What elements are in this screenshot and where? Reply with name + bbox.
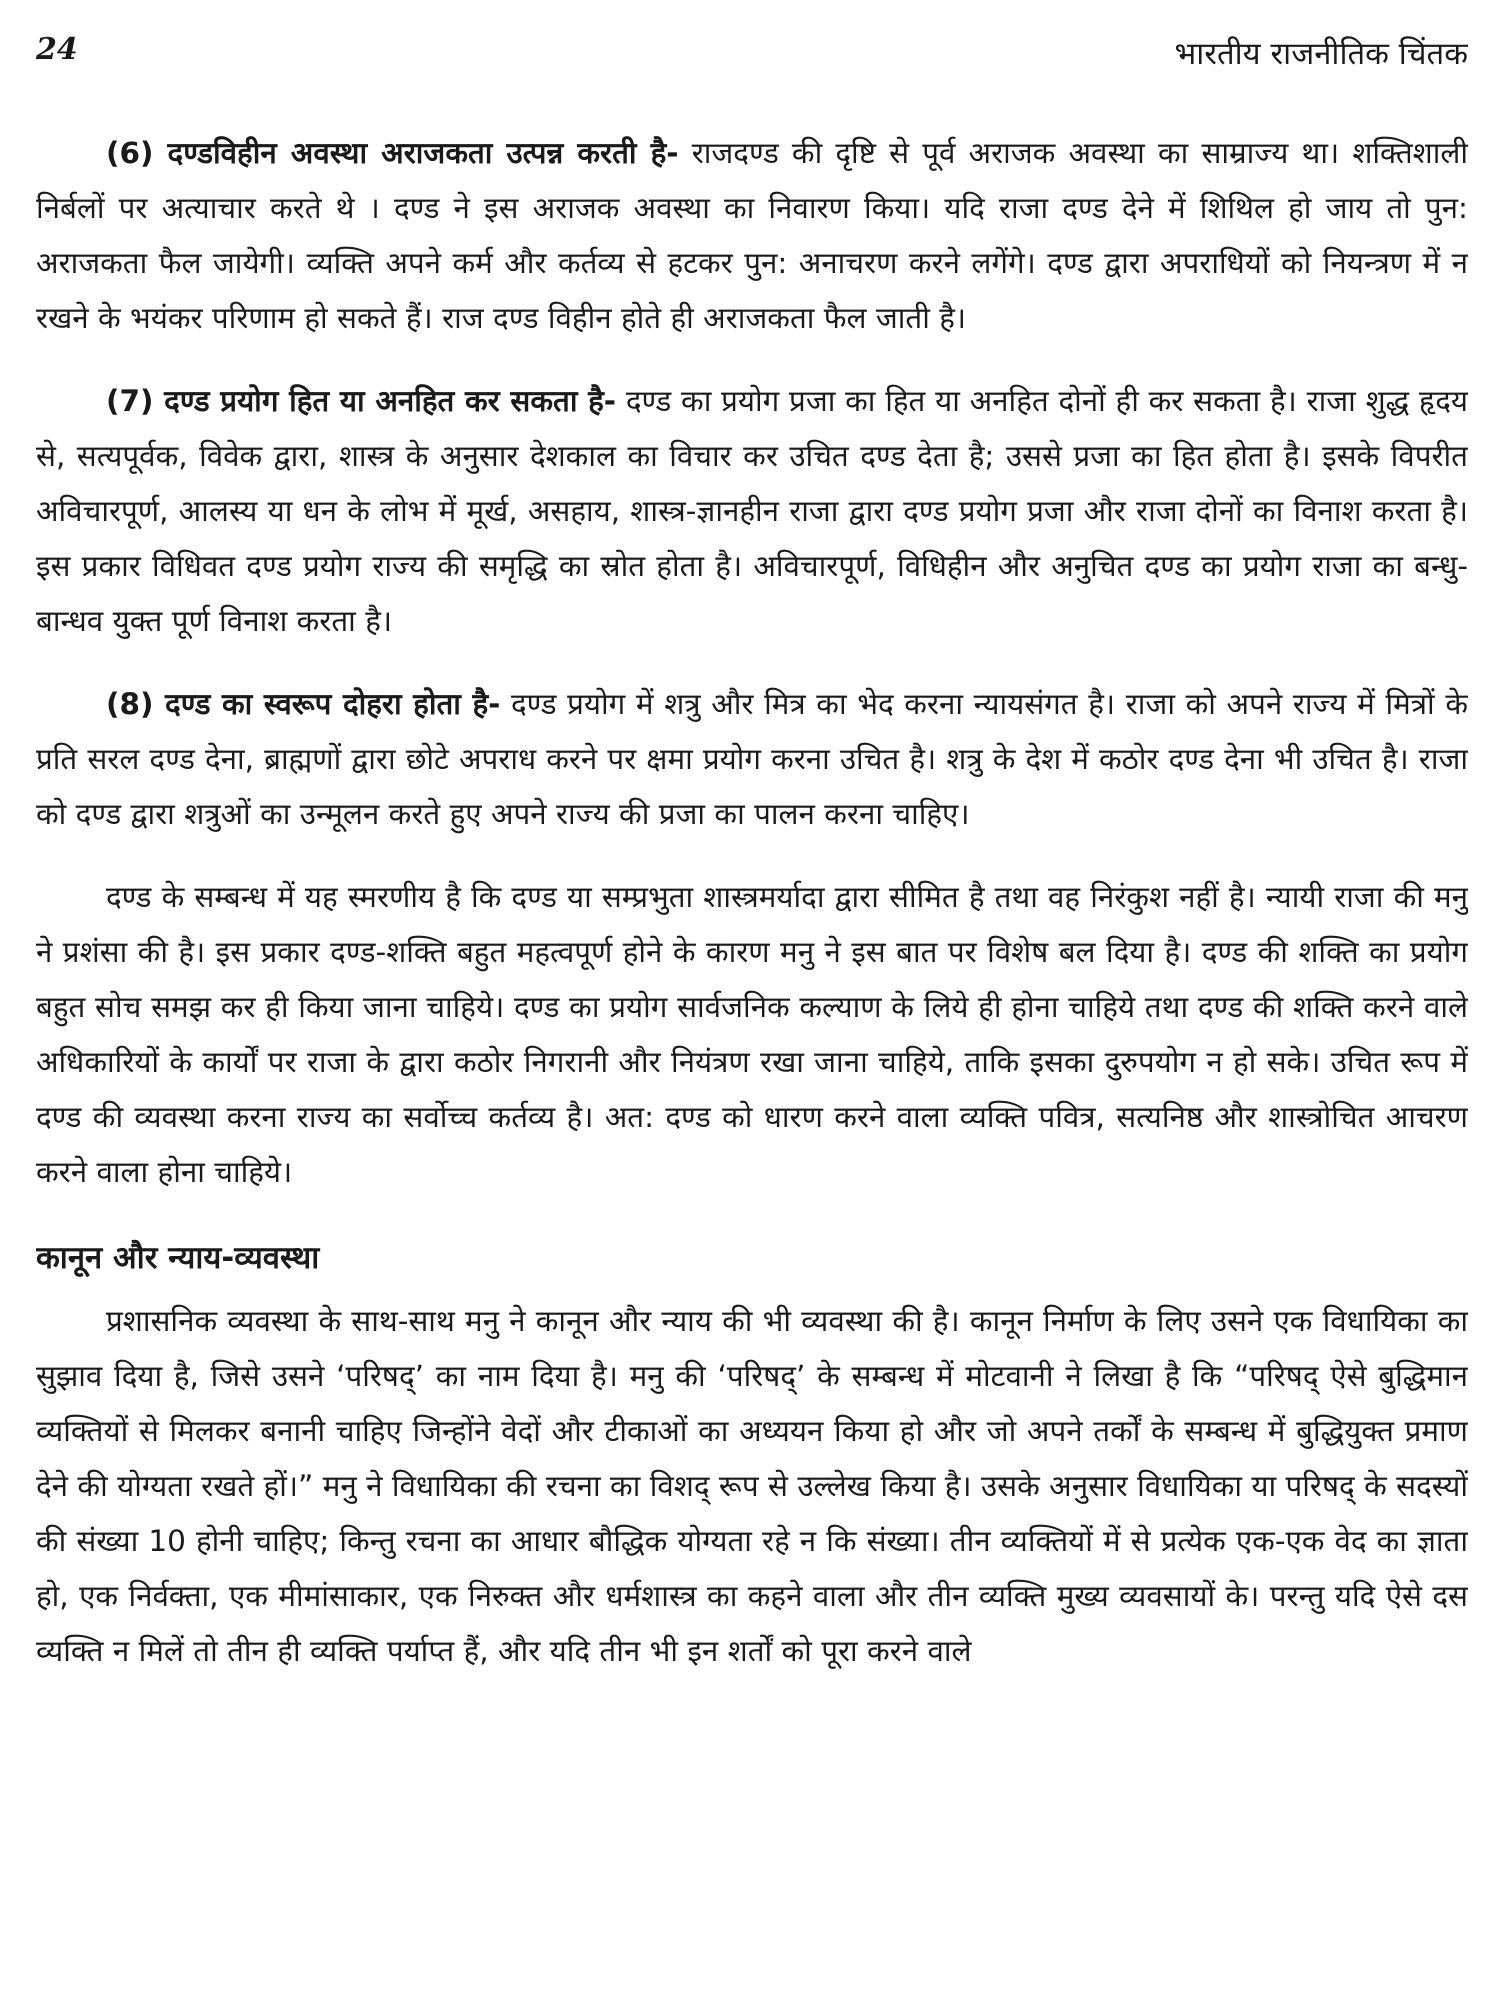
summary-paragraph: दण्ड के सम्बन्ध में यह स्मरणीय है कि दण्ड या सम्प्रभुता शास्त्रमर्यादा द्वारा सीमित है तथा वह निरंकुश नहीं है। न्यायी राजा की मनु ने प्रशंसा की है। इस प्रकार दण्ड-शक्ति बहुत महत्वपूर्ण होने के कारण मनु ने इस बात पर विशेष बल दिया है। दण्ड की शक्ति का प्रयोग बहुत सोच समझ कर ही किया जाना चाहिये। दण्ड का प्रयोग सार्वजनिक कल्याण के लिये ही होना चाहिये तथा दण्ड की शक्ति करने वाले अधिकारियों के कार्यों पर राजा के द्वारा कठोर निगरानी और नियंत्रण रखा जाना चाहिये, ताकि इसका दुरुपयोग न हो सके। उचित रूप में दण्ड की व्यवस्था करना राज्य का सर्वोच्च कर्तव्य है। अत: दण्ड को धारण करने वाला व्यक्ति पवित्र, सत्यनिष्ठ और शास्त्रोचित आचरण करने वाला होना चाहिये। <box>36 880 1468 1189</box>
book-page <box>36 28 1468 1978</box>
point-7-heading: (7) दण्ड प्रयोग हित या अनहित कर सकता है- <box>106 384 617 418</box>
point-7-paragraph <box>36 374 1468 649</box>
point-6-paragraph <box>36 126 1468 346</box>
point-8-text: दण्ड प्रयोग में शत्रु और मित्र का भेद करना न्यायसंगत है। राजा को अपने राज्य में मित्रों के प्रति सरल दण्ड देना, ब्राह्मणों द्वारा छोटे अपराध करने पर क्षमा प्रयोग करना उचित है। शत्रु के देश में कठोर दण्ड देना भी उचित है। राजा को दण्ड द्वारा शत्रुओं का उन्मूलन करते हुए अपने राज्य की प्रजा का पालन करना चाहिए। <box>36 687 1468 831</box>
section-subheading: कानून और न्याय-व्यवस्था <box>36 1240 320 1276</box>
page-number: 24 <box>36 32 78 67</box>
point-6-heading: (6) दण्डविहीन अवस्था अराजकता उत्पन्न करती है- <box>106 136 679 170</box>
point-8-paragraph <box>36 677 1468 842</box>
law-justice-paragraph: प्रशासनिक व्यवस्था के साथ-साथ मनु ने कानून और न्याय की भी व्यवस्था की है। कानून निर्माण के लिए उसने एक विधायिका का सुझाव दिया है, जिसे उसने ‘परिषद्’ का नाम दिया है। मनु की ‘परिषद्’ के सम्बन्ध में मोटवानी ने लिखा है कि “परिषद् ऐसे बुद्धिमान व्यक्तियों से मिलकर बनानी चाहिए जिन्होंने वेदों और टीकाओं का अध्ययन किया हो और जो अपने तर्कों के सम्बन्ध में बुद्धियुक्त प्रमाण देने की योग्यता रखते हों।” मनु ने विधायिका की रचना का विशद् रूप से उल्लेख किया है। उसके अनुसार विधायिका या परिषद् के सदस्यों की संख्या 10 होनी चाहिए; किन्तु रचना का आधार बौद्धिक योग्यता रहे न कि संख्या। तीन व्यक्तियों में से प्रत्येक एक-एक वेद का ज्ञाता हो, एक निर्वक्ता, एक मीमांसाकार, एक निरुक्त और धर्मशास्त्र का कहने वाला और तीन व्यक्ति मुख्य व्यवसायों के। परन्तु यदि ऐसे दस व्यक्ति न मिलें तो तीन ही व्यक्ति पर्याप्त हैं, और यदि तीन भी इन शर्तों को पूरा करने वाले <box>36 1304 1468 1668</box>
running-header <box>36 28 1468 80</box>
book-title: भारतीय राजनीतिक चिंतक <box>1174 36 1468 72</box>
point-6-text: राजदण्ड की दृष्टि से पूर्व अराजक अवस्था का साम्राज्य था। शक्तिशाली निर्बलों पर अत्याचार करते थे । दण्ड ने इस अराजक अवस्था का निवारण किया। यदि राजा दण्ड देने में शिथिल हो जाय तो पुन: अराजकता फैल जायेगी। व्यक्ति अपने कर्म और कर्तव्य से हटकर पुन: अनाचरण करने लगेंगे। दण्ड द्वारा अपराधियों को नियन्त्रण में न रखने के भयंकर परिणाम हो सकते हैं। राज दण्ड विहीन होते ही अराजकता फैल जाती है। <box>36 136 1468 335</box>
point-7-text: दण्ड का प्रयोग प्रजा का हित या अनहित दोनों ही कर सकता है। राजा शुद्ध हृदय से, सत्यपूर्वक, विवेक द्वारा, शास्त्र के अनुसार देशकाल का विचार कर उचित दण्ड देता है; उससे प्रजा का हित होता है। इसके विपरीत अविचारपूर्ण, आलस्य या धन के लोभ में मूर्ख, असहाय, शास्त्र-ज्ञानहीन राजा द्वारा दण्ड प्रयोग प्रजा और राजा दोनों का विनाश करता है। इस प्रकार विधिवत दण्ड प्रयोग राज्य की समृद्धि का स्रोत होता है। अविचारपूर्ण, विधिहीन और अनुचित दण्ड का प्रयोग राजा का बन्धु-बान्धव युक्त पूर्ण विनाश करता है। <box>36 384 1468 638</box>
point-8-heading: (8) दण्ड का स्वरूप दोहरा होता है- <box>106 687 501 721</box>
